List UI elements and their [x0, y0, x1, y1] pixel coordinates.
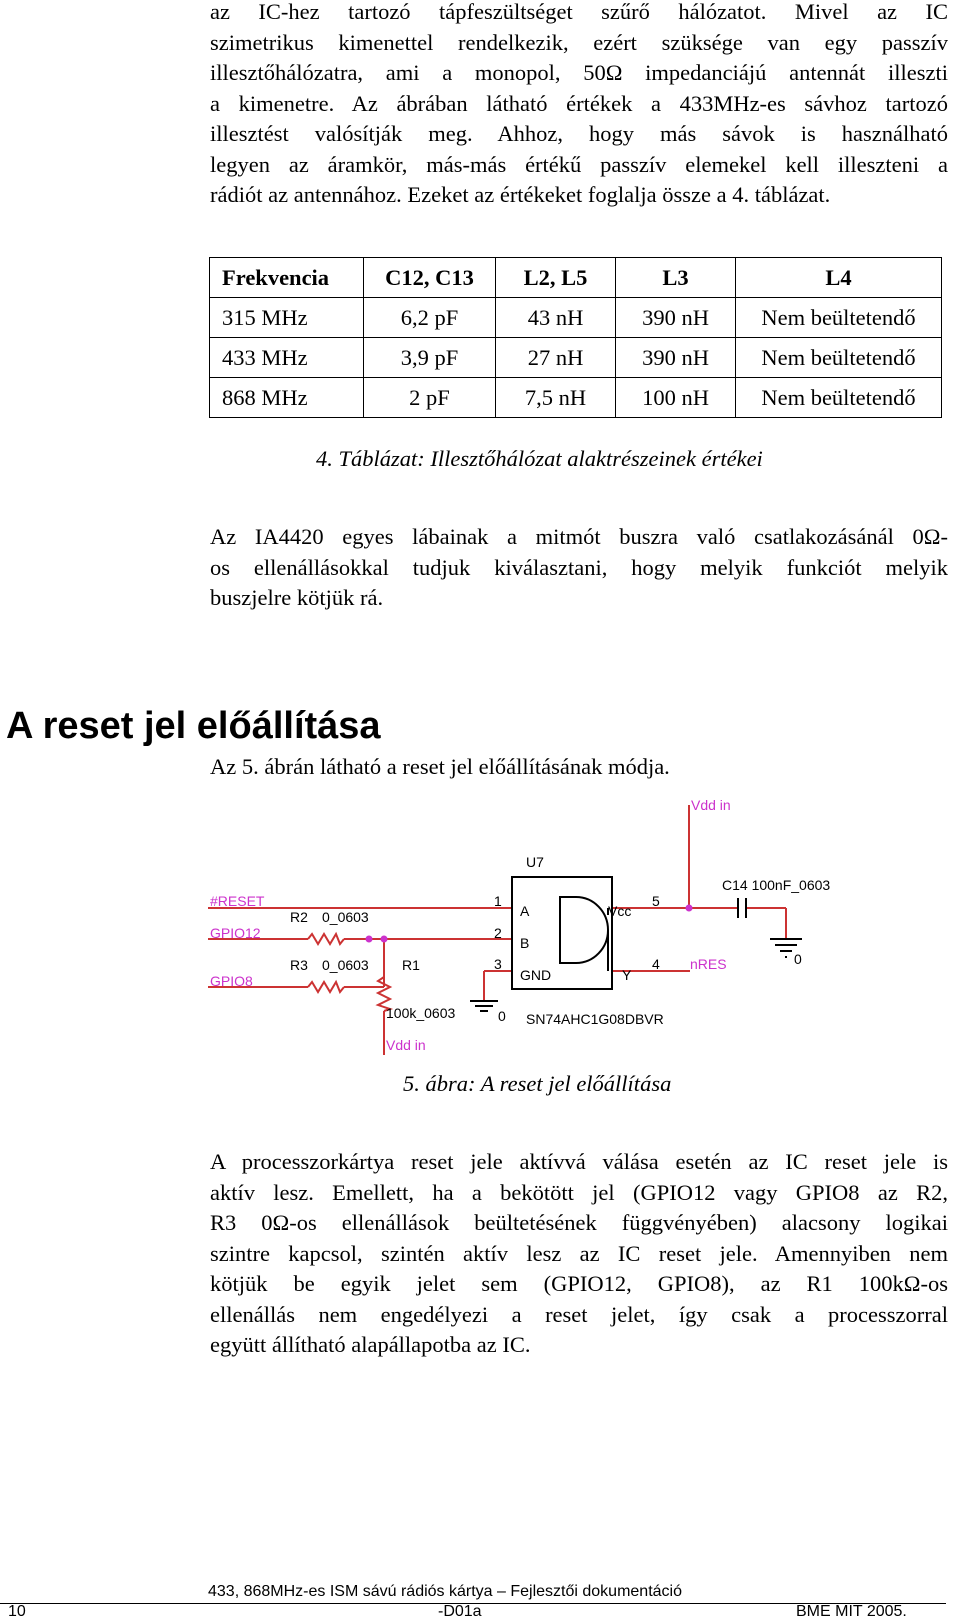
- table-header-cell: Frekvencia: [210, 258, 364, 298]
- table-cell: 433 MHz: [210, 338, 364, 378]
- gpio8-label: GPIO8: [210, 973, 253, 989]
- table-header-cell: L2, L5: [496, 258, 616, 298]
- text-line: szimetrikus kimenettel rendelkezik, ezért szüksége van egy passzív: [210, 29, 948, 55]
- section-intro: [210, 752, 948, 783]
- schematic-labels: [210, 797, 830, 1053]
- part-number-label: SN74AHC1G08DBVR: [526, 1011, 664, 1027]
- text-line: legyen az áramkör, más-más értékű passzív elemekel kell illeszteni a: [210, 151, 948, 177]
- table-header-cell: C12, C13: [364, 258, 496, 298]
- c14-capacitor: [738, 898, 746, 918]
- text-line: rádiót az antennához. Ezeket az értékeket foglalja össze a 4. táblázat.: [210, 182, 831, 207]
- text-line: buszjelre kötjük rá.: [210, 585, 384, 610]
- table-header-cell: L4: [736, 258, 942, 298]
- table-cell: 315 MHz: [210, 298, 364, 338]
- table-cell: Nem beültetendő: [736, 378, 942, 418]
- table-cell: 43 nH: [496, 298, 616, 338]
- r2-resistor: [308, 934, 344, 944]
- u7-label: U7: [526, 854, 544, 870]
- r3-resistor: [308, 982, 344, 992]
- text-line: A processzorkártya reset jele aktívvá válása esetén az IC reset jele is: [210, 1149, 948, 1174]
- r2-label: R2: [290, 909, 308, 925]
- r3-value-label: 0_0603: [322, 957, 369, 973]
- text-line: kötjük be egyik jelet sem (GPIO12, GPIO8), az R1 100kΩ-os: [210, 1271, 948, 1296]
- table-cell: 100 nH: [616, 378, 736, 418]
- r1-value-label: 100k_0603: [386, 1005, 456, 1021]
- footer-org: BME MIT 2005.: [796, 1603, 907, 1620]
- table-cell: 868 MHz: [210, 378, 364, 418]
- text-line: szintre kapcsol, szintén aktív lesz az IC reset jele. Amennyiben nem: [210, 1240, 948, 1266]
- text-line: illesztőhálózatra, ami a monopol, 50Ω impedanciájú antennát illeszti: [210, 60, 948, 85]
- reset-circuit-schematic: [200, 797, 850, 1060]
- pin3-label: 3: [494, 956, 502, 972]
- pin5-label: 5: [652, 893, 660, 909]
- gpio12-label: GPIO12: [210, 925, 261, 941]
- table-cell: 390 nH: [616, 338, 736, 378]
- table-caption: 4. Táblázat: Illesztőhálózat alaktrészeinek értékei: [316, 446, 763, 471]
- c14-label: C14 100nF_0603: [722, 877, 831, 893]
- reset-label: #RESET: [210, 893, 265, 909]
- figure-caption: 5. ábra: A reset jel előállítása: [403, 1071, 672, 1096]
- pin4-label: 4: [652, 956, 660, 972]
- pin-y-label: Y: [622, 967, 632, 983]
- table-cell: 2 pF: [364, 378, 496, 418]
- text-line: R3 0Ω-os ellenállások beültetésének függvényében) alacsony logikai: [210, 1210, 948, 1235]
- r3-label: R3: [290, 957, 308, 973]
- footer-title: 433, 868MHz-es ISM sávú rádiós kártya – Fejlesztői dokumentáció: [208, 1583, 682, 1600]
- r2-value-label: 0_0603: [322, 909, 369, 925]
- text-line: együtt állítható alapállapotba az IC.: [210, 1332, 531, 1357]
- text-line: illesztést valósítják meg. Ahhoz, hogy más sávok is használható: [210, 121, 948, 146]
- gnd-zero-label: 0: [498, 1008, 506, 1024]
- pin-gnd-label: GND: [520, 967, 552, 983]
- intro-paragraph: [210, 0, 948, 211]
- table-row: [210, 378, 942, 418]
- vdd-bottom-label: Vdd in: [386, 1037, 426, 1053]
- table-cell: 390 nH: [616, 298, 736, 338]
- table-cell: 7,5 nH: [496, 378, 616, 418]
- text-line: Az 5. ábrán látható a reset jel előállításának módja.: [210, 754, 670, 779]
- pin2-label: 2: [494, 925, 502, 941]
- pin1-label: 1: [494, 893, 502, 909]
- footer-page-number: 10: [8, 1603, 26, 1620]
- pin-a-label: A: [520, 903, 530, 919]
- nres-label: nRES: [690, 956, 727, 972]
- text-line: os ellenállásokkal tudjuk kiválasztani, hogy melyik funkciót melyik: [210, 554, 948, 580]
- pin-vcc-label: Vcc: [608, 903, 632, 919]
- text-line: ellenállás nem engedélyezi a reset jelet, így csak a processzorral: [210, 1301, 948, 1327]
- r1-label: R1: [402, 957, 420, 973]
- text-line: az IC-hez tartozó tápfeszültséget szűrő hálózatot. Mivel az IC: [210, 0, 948, 24]
- text-line: aktív lesz. Emellett, ha a bekötött jel (GPIO12 vagy GPIO8 az R2,: [210, 1179, 948, 1205]
- ia4420-paragraph: [210, 522, 948, 614]
- table-header-cell: L3: [616, 258, 736, 298]
- text-line: Az IA4420 egyes lábainak a mitmót buszra való csatlakozásánál 0Ω-: [210, 524, 948, 549]
- section-title: A reset jel előállítása: [6, 705, 381, 747]
- table-cell: Nem beültetendő: [736, 298, 942, 338]
- gnd-zero-right-label: 0: [794, 951, 802, 967]
- table-cell: 3,9 pF: [364, 338, 496, 378]
- reset-explanation-paragraph: [210, 1147, 948, 1361]
- component-values-table: [209, 257, 942, 418]
- table-header-row: [210, 258, 942, 298]
- table-row: [210, 298, 942, 338]
- table-cell: 27 nH: [496, 338, 616, 378]
- text-line: a kimenetre. Az ábrában látható értékek a 433MHz-es sávhoz tartozó: [210, 90, 948, 116]
- footer-doc-id: -D01a: [438, 1603, 482, 1620]
- table-cell: 6,2 pF: [364, 298, 496, 338]
- table-row: [210, 338, 942, 378]
- table-cell: Nem beültetendő: [736, 338, 942, 378]
- vdd-top-label: Vdd in: [691, 797, 731, 813]
- pin-b-label: B: [520, 935, 530, 951]
